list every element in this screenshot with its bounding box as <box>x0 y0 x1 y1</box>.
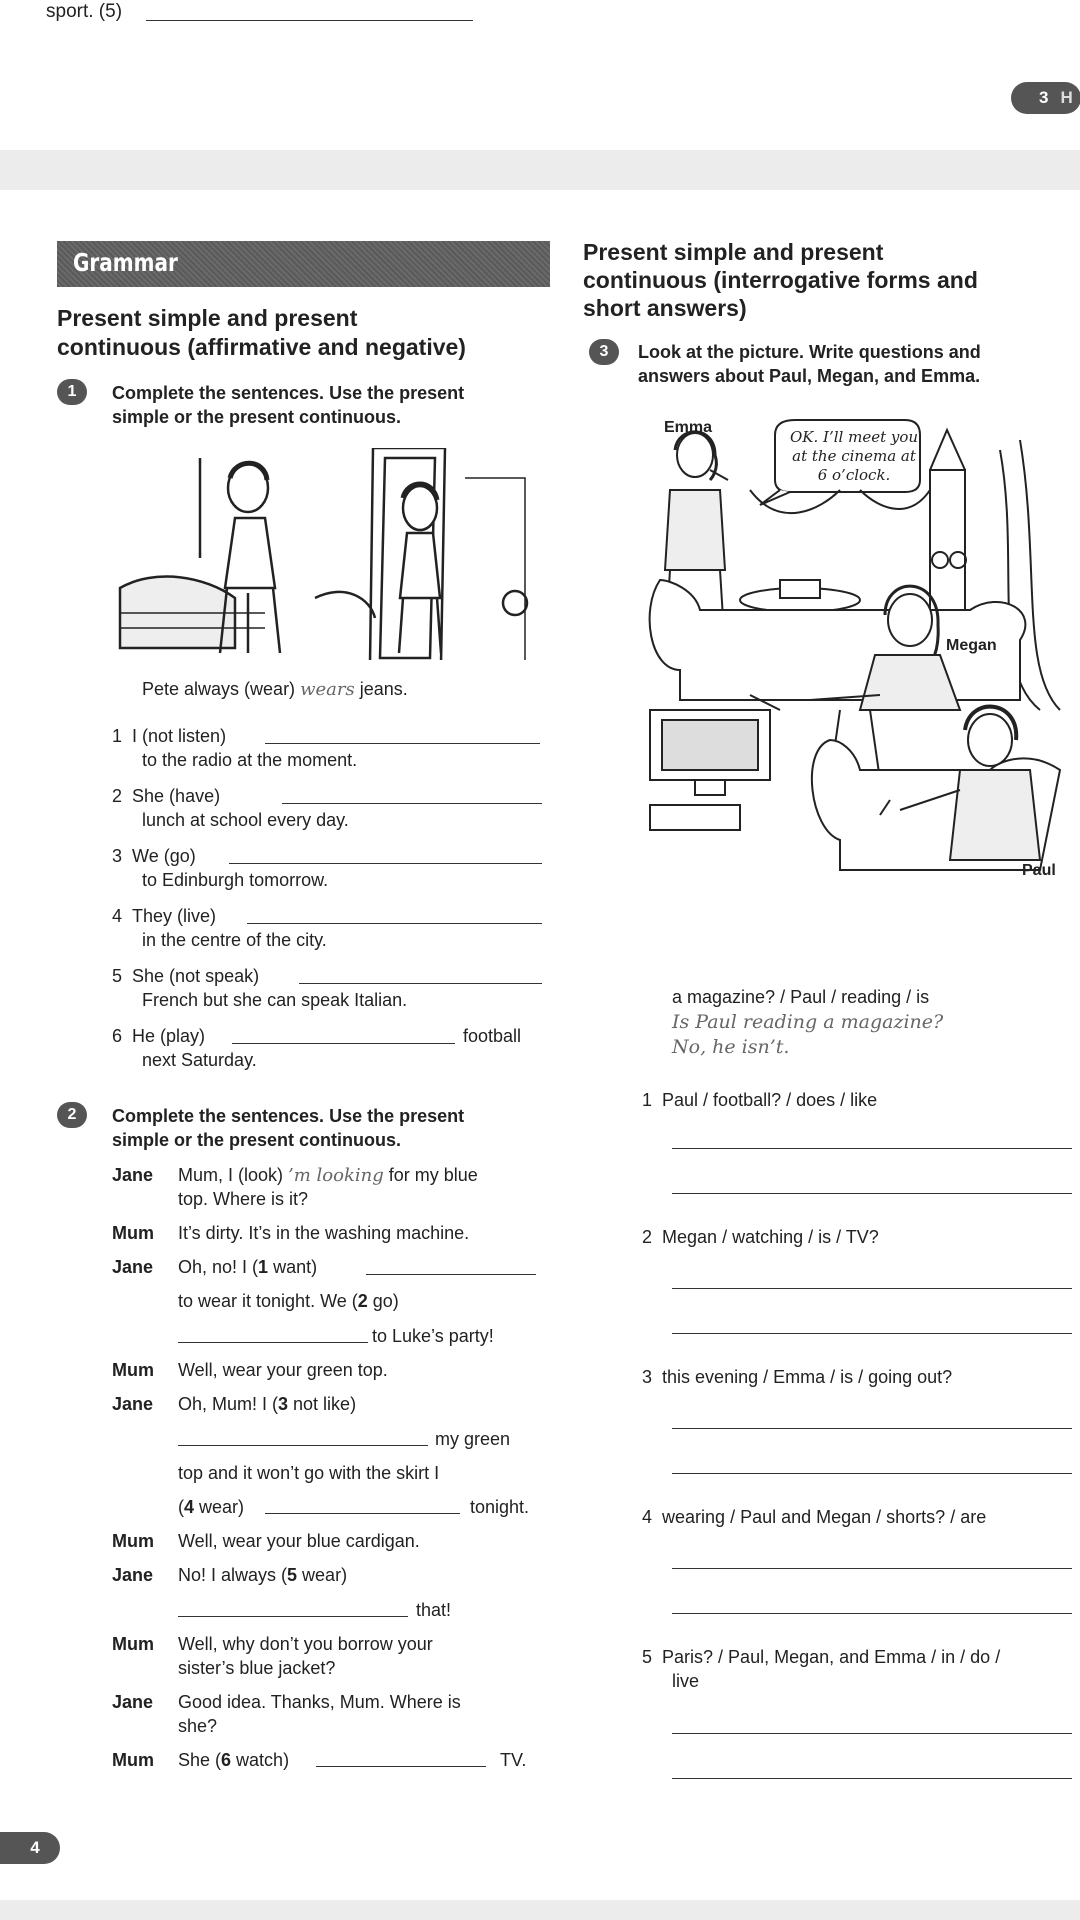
example-sentence: Pete always (wear) wears jeans. <box>142 679 408 700</box>
dialogue-line: top. Where is it? <box>178 1189 309 1209</box>
answer-line[interactable] <box>672 1288 1072 1289</box>
dialogue-line: No! I always (5 wear) <box>178 1565 348 1585</box>
speaker-name: Jane <box>112 1165 154 1185</box>
answer-line[interactable] <box>316 1766 486 1767</box>
section-title: Present simple and present <box>583 239 884 265</box>
speaker-name: Mum <box>112 1223 154 1243</box>
exercise-item-continuation: to the radio at the moment. <box>142 750 358 770</box>
speaker-name: Mum <box>112 1531 154 1551</box>
answer-line[interactable] <box>299 983 542 984</box>
exercise-item-continuation: next Saturday. <box>142 1050 257 1070</box>
exercise-item: 2 Megan / watching / is / TV? <box>642 1227 879 1247</box>
speech-bubble-text: OK. I’ll meet you at the cinema at 6 o’clock. <box>790 428 919 484</box>
answer-line[interactable] <box>178 1342 368 1343</box>
exercise-instruction: Complete the sentences. Use the present <box>112 383 465 403</box>
speaker-name: Mum <box>112 1634 154 1654</box>
section-title: continuous (affirmative and negative) <box>57 334 466 360</box>
dialogue-line: She (6 watch) <box>178 1750 290 1770</box>
dialogue-line: sister’s blue jacket? <box>178 1658 336 1678</box>
exercise-item: 3 this evening / Emma / is / going out? <box>642 1367 953 1387</box>
exercise-item: 6 He (play) <box>112 1026 206 1046</box>
answer-line[interactable] <box>178 1616 408 1617</box>
dialogue-line: Good idea. Thanks, Mum. Where is <box>178 1692 461 1712</box>
exercise-instruction: answers about Paul, Megan, and Emma. <box>638 366 981 386</box>
speaker-name: Mum <box>112 1750 154 1770</box>
answer-line[interactable] <box>672 1428 1072 1429</box>
dialogue-line: Well, wear your blue cardigan. <box>178 1531 420 1551</box>
page-number-badge: 4 <box>0 1832 60 1864</box>
previous-page-strip <box>0 0 1080 150</box>
exercise-item: 5 She (not speak) <box>112 966 260 986</box>
answer-line[interactable] <box>672 1733 1072 1734</box>
answer-line[interactable] <box>178 1445 428 1446</box>
answer-line[interactable] <box>672 1148 1072 1149</box>
dialogue-line: TV. <box>500 1750 527 1770</box>
section-title: short answers) <box>583 295 747 321</box>
answer-line[interactable] <box>146 20 473 21</box>
answer-line[interactable] <box>672 1568 1072 1569</box>
exercise-instruction: Complete the sentences. Use the present <box>112 1106 465 1126</box>
dialogue-line: tonight. <box>470 1497 530 1517</box>
character-label-emma: Emma <box>664 419 713 436</box>
speaker-name: Jane <box>112 1394 154 1414</box>
exercise-item-continuation: live <box>672 1671 700 1691</box>
exercise-instruction: Look at the picture. Write questions and <box>638 342 981 362</box>
speaker-name: Jane <box>112 1257 154 1277</box>
section-title: continuous (interrogative forms and <box>583 267 978 293</box>
section-header-bar: Grammar <box>57 241 550 287</box>
answer-line[interactable] <box>672 1333 1072 1334</box>
exercise-item-continuation: in the centre of the city. <box>142 930 327 950</box>
speaker-name: Jane <box>112 1565 154 1585</box>
living-room-illustration <box>640 410 1070 970</box>
exercise-item: 1 Paul / football? / does / like <box>642 1090 878 1110</box>
dialogue-line: Well, why don’t you borrow your <box>178 1634 433 1654</box>
dialogue-line: Oh, no! I (1 want) <box>178 1257 318 1277</box>
dialogue-line: to wear it tonight. We (2 go) <box>178 1291 399 1311</box>
answer-line[interactable] <box>672 1613 1072 1614</box>
exercise-number-badge: 1 <box>57 379 87 405</box>
exercise-item-continuation: French but she can speak Italian. <box>142 990 408 1010</box>
exercise-item: 5 Paris? / Paul, Megan, and Emma / in / do / <box>642 1647 1001 1667</box>
exercise-item: 4 They (live) <box>112 906 217 926</box>
exercise-item: 2 She (have) <box>112 786 221 806</box>
dialogue-line: Well, wear your green top. <box>178 1360 388 1380</box>
dialogue-line: that! <box>416 1600 452 1620</box>
dialogue-line: It’s dirty. It’s in the washing machine. <box>178 1223 470 1243</box>
answer-line[interactable] <box>366 1274 536 1275</box>
exercise-item: 4 wearing / Paul and Megan / shorts? / are <box>642 1507 987 1527</box>
character-label-paul: Paul <box>1022 862 1056 879</box>
dialogue-line: Mum, I (look) ’m looking for my blue <box>178 1165 478 1186</box>
answer-line[interactable] <box>247 923 542 924</box>
answer-line[interactable] <box>232 1043 455 1044</box>
speaker-name: Jane <box>112 1692 154 1712</box>
pete-wearing-jeans-illustration <box>115 448 540 660</box>
character-label-megan: Megan <box>946 637 997 654</box>
answer-line[interactable] <box>229 863 542 864</box>
dialogue-line: (4 wear) <box>178 1497 245 1517</box>
exercise-number-badge: 3 <box>589 339 619 365</box>
section-title: Present simple and present <box>57 305 358 331</box>
dialogue-line: top and it won’t go with the skirt I <box>178 1463 440 1483</box>
exercise-instruction: simple or the present continuous. <box>112 1130 402 1150</box>
dialogue-line: Oh, Mum! I (3 not like) <box>178 1394 357 1414</box>
answer-line[interactable] <box>672 1473 1072 1474</box>
answer-line[interactable] <box>265 743 540 744</box>
answer-line[interactable] <box>282 803 542 804</box>
answer-line[interactable] <box>672 1778 1072 1779</box>
exercise-item: 1 I (not listen) <box>112 726 227 746</box>
exercise-item-continuation: lunch at school every day. <box>142 810 349 830</box>
answer-line[interactable] <box>672 1193 1072 1194</box>
exercise-instruction: simple or the present continuous. <box>112 407 402 427</box>
answer-line[interactable] <box>265 1513 460 1514</box>
exercise-item: 3 We (go) <box>112 846 196 866</box>
dialogue-line: to Luke’s party! <box>372 1326 494 1346</box>
previous-page-text: sport. (5) <box>46 1 123 22</box>
speaker-name: Mum <box>112 1360 154 1380</box>
example-prompt: a magazine? / Paul / reading / is <box>672 987 930 1007</box>
exercise-number-badge: 2 <box>57 1102 87 1128</box>
dialogue-line: she? <box>178 1716 218 1736</box>
example-question: Is Paul reading a magazine? <box>672 1011 944 1033</box>
exercise-item: football <box>463 1026 522 1046</box>
dialogue-line: my green <box>435 1429 511 1449</box>
page-number-badge: 3 H <box>1011 82 1080 114</box>
example-answer: No, he isn’t. <box>672 1036 790 1058</box>
exercise-item-continuation: to Edinburgh tomorrow. <box>142 870 329 890</box>
